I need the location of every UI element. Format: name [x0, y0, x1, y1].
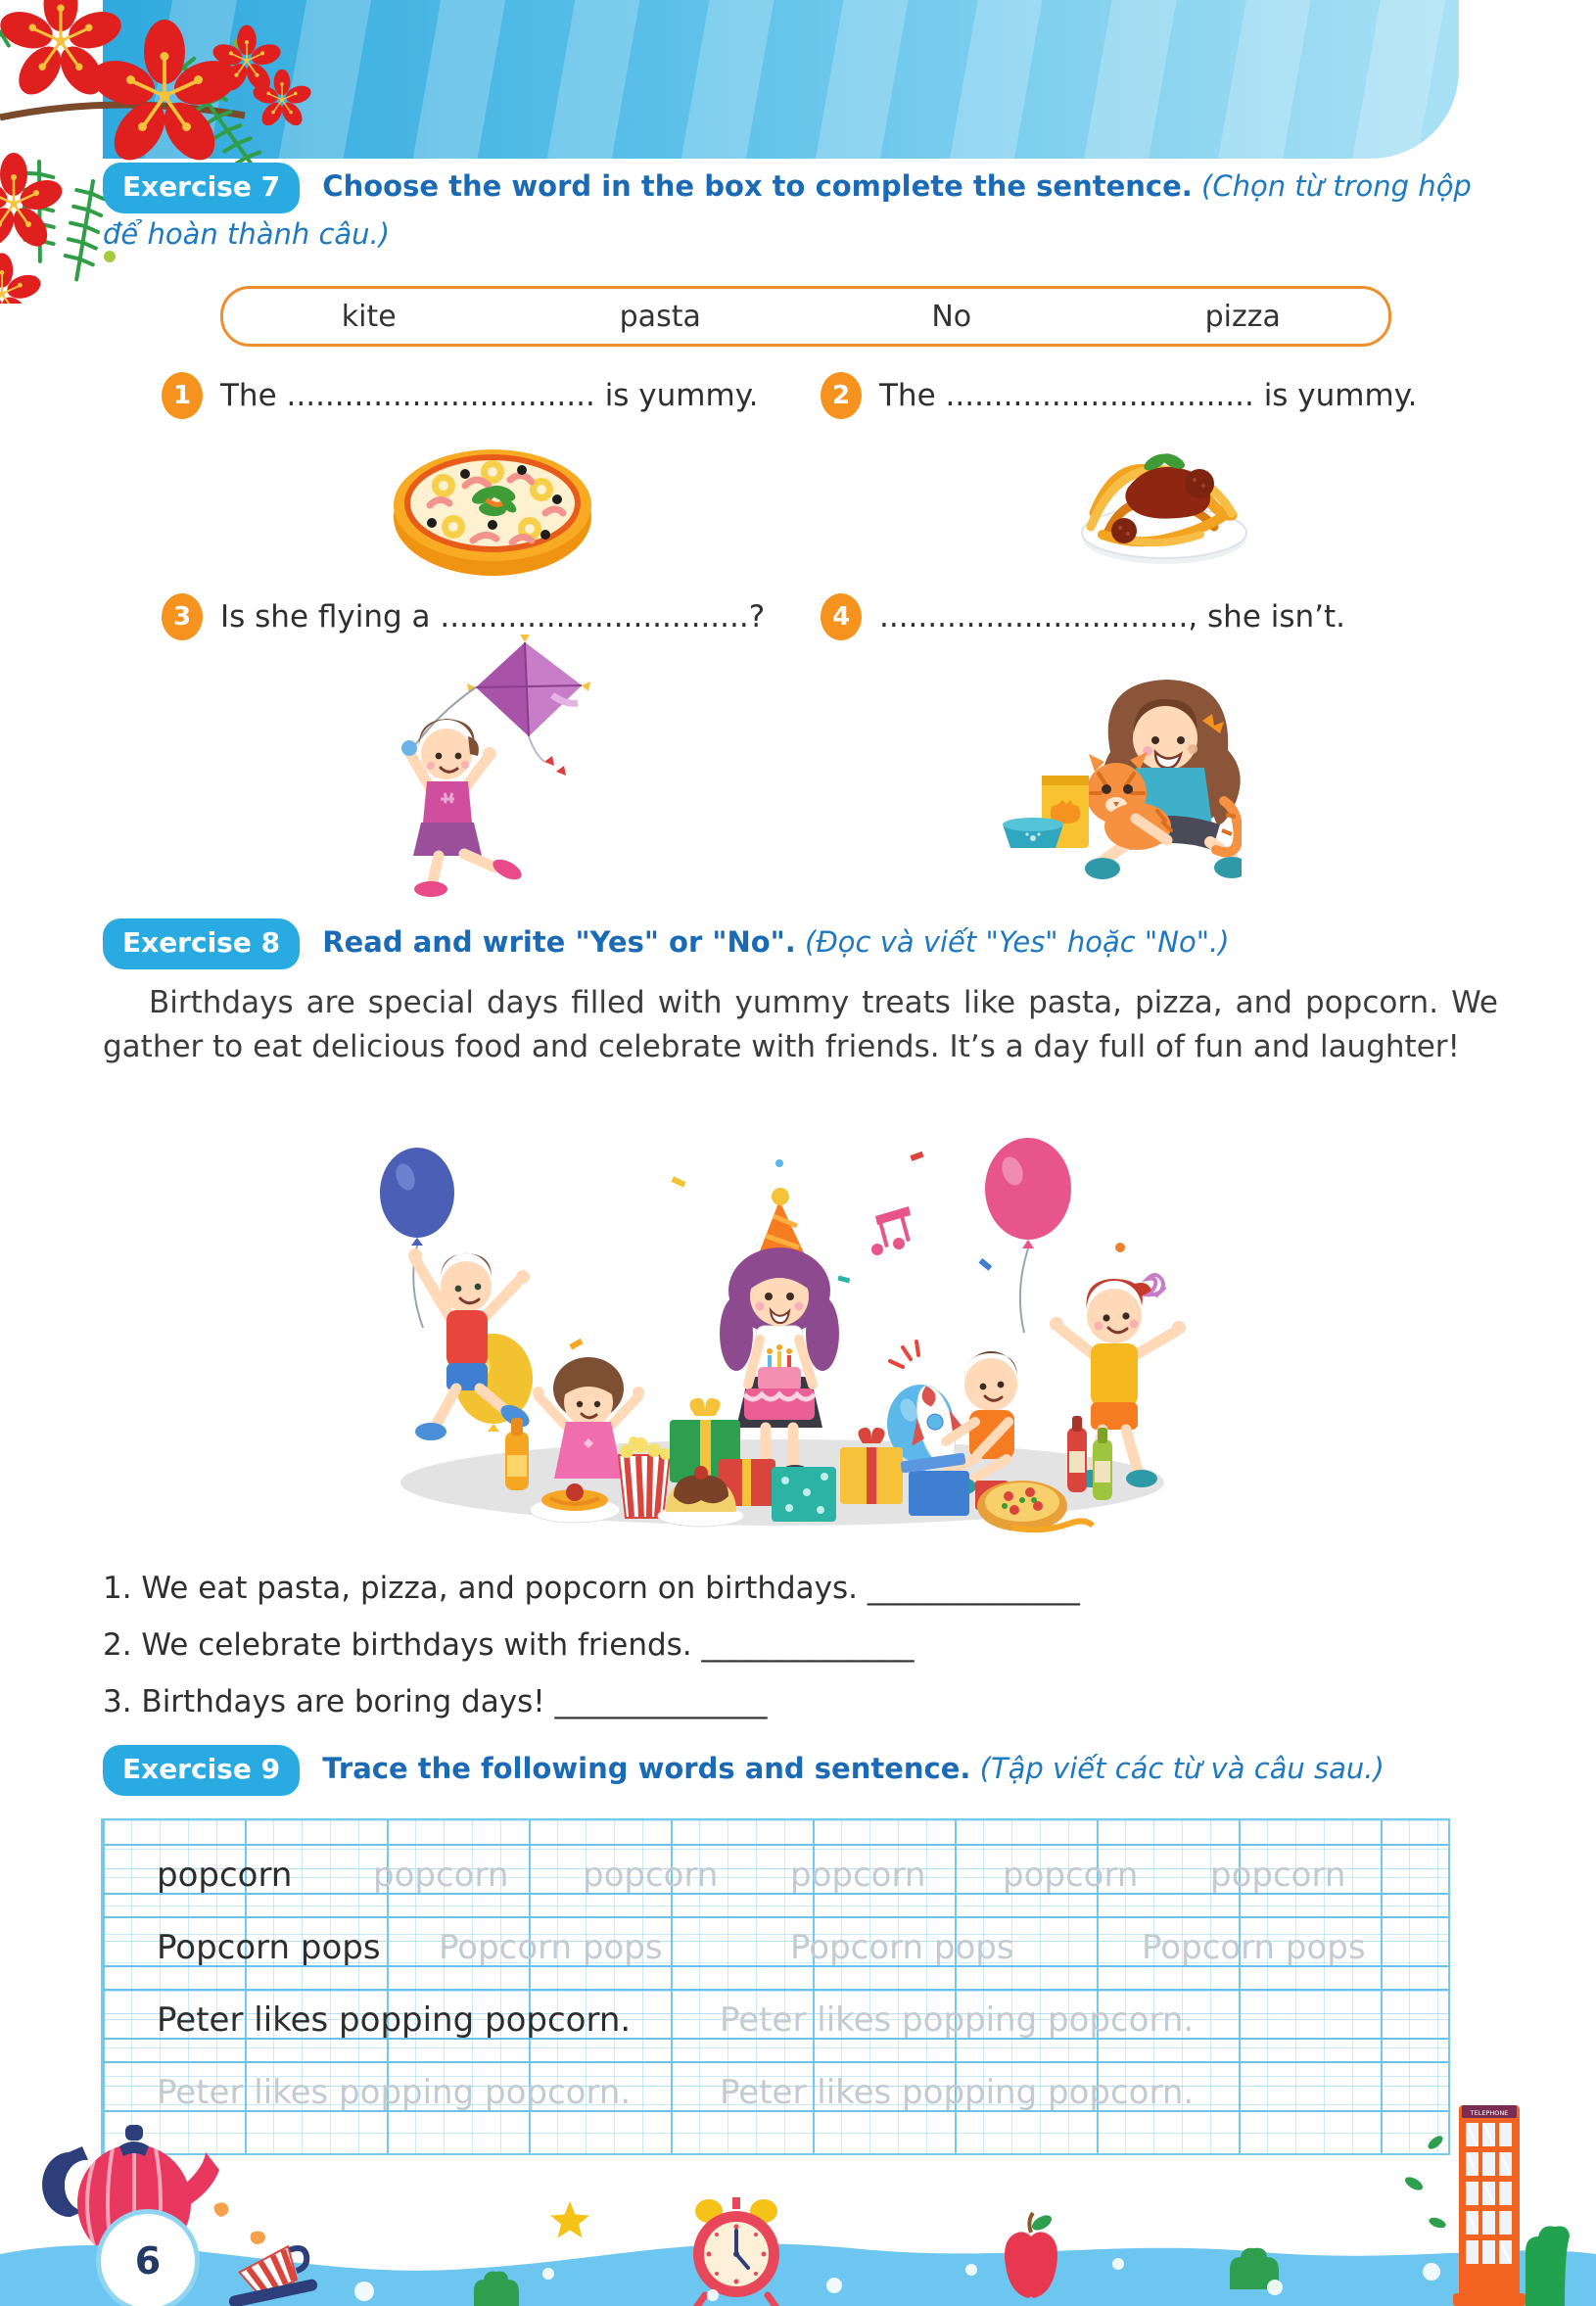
handwriting-grid — [101, 1818, 1450, 2155]
exercise8-subtitle-vi: (Đọc và viết "Yes" hoặc "No".) — [805, 925, 1230, 959]
trace-word-dotted: popcorn — [373, 1856, 509, 1895]
running-girl — [401, 719, 525, 897]
trace-row-3 — [103, 1989, 1448, 2040]
sparkle — [890, 1341, 918, 1367]
trace-sentence-dotted: Peter likes popping popcorn. — [720, 2000, 1195, 2040]
girl-flying-kite-image — [370, 635, 591, 897]
question-3: 3. Birthdays are boring days! ______________ — [103, 1684, 768, 1719]
kids-birthday-party-illustration — [337, 1132, 1230, 1533]
item-number: 3 — [162, 593, 203, 640]
spaghetti-plate-image — [1073, 437, 1255, 568]
exercise9-header — [103, 1745, 1503, 1796]
trace-word-dotted: popcorn — [790, 1856, 926, 1895]
phone-booth-label: TELEPHONE — [1470, 2109, 1509, 2117]
exercise7-item-3 — [162, 593, 765, 640]
exercise7-subtitle-vi: (Chọn từ trong hộp để hoàn thành câu.) — [103, 169, 1472, 251]
exercise7-item-1 — [162, 372, 758, 419]
item-sentence: The ................................ is yummy. — [220, 378, 759, 413]
question-1: 1. We eat pasta, pizza, and popcorn on birthdays. ______________ — [103, 1571, 1080, 1606]
kite-spool — [401, 740, 417, 756]
trace-word-dotted: popcorn — [1003, 1856, 1139, 1895]
trace-row-2 — [103, 1916, 1448, 1967]
item-sentence: Is she flying a ................................? — [220, 599, 766, 635]
trace-sentence-solid: Peter likes popping popcorn. — [157, 2000, 632, 2040]
word-option: pasta — [619, 299, 701, 334]
trace-word-solid: Popcorn pops — [157, 1928, 381, 1967]
word-option: No — [931, 299, 972, 334]
trace-word-dotted: popcorn — [1210, 1856, 1346, 1895]
exercise7-item-4 — [821, 593, 1345, 640]
seafood-pizza-image — [383, 435, 602, 588]
wave-bubbles — [0, 2252, 1596, 2306]
page-number: 6 — [134, 2239, 162, 2282]
word-option: kite — [341, 299, 397, 334]
item-sentence: ................................, she isn’t. — [879, 599, 1346, 635]
exercise9-title: Trace the following words and sentence. — [322, 1752, 971, 1785]
trace-word-dotted: Popcorn pops — [1142, 1928, 1366, 1967]
popcorn-bucket — [619, 1436, 672, 1518]
music-notes — [871, 1206, 911, 1255]
pet-bowl — [1003, 818, 1063, 848]
exercise7-item-2 — [821, 372, 1417, 419]
exercise7-title: Choose the word in the box to complete the sentence. — [322, 169, 1193, 203]
trace-word-solid: popcorn — [157, 1856, 293, 1895]
word-box — [220, 286, 1391, 347]
exercise9-subtitle-vi: (Tập viết các từ và câu sau.) — [979, 1752, 1385, 1785]
item-number: 1 — [162, 372, 203, 419]
balloon-pink — [985, 1138, 1071, 1333]
trace-sentence-dotted: Peter likes popping popcorn. — [720, 2073, 1195, 2112]
exercise9-badge: Exercise 9 — [103, 1745, 300, 1796]
trace-word-dotted: Popcorn pops — [790, 1928, 1014, 1967]
exercise8-badge: Exercise 8 — [103, 918, 300, 969]
flame-flower-decoration — [0, 0, 352, 304]
item-number: 2 — [821, 372, 862, 419]
mini-pizza — [977, 1481, 1067, 1531]
open-box — [900, 1452, 969, 1516]
exercise7-badge: Exercise 7 — [103, 163, 300, 213]
trace-row-1 — [103, 1844, 1448, 1895]
word-option: pizza — [1204, 299, 1281, 334]
reading-passage: Birthdays are special days filled with yummy treats like pasta, pizza, and popcorn. We gather to eat delicious food and celebrate with friends. It’s a day full of fun and laughter! — [103, 985, 1498, 1064]
trace-sentence-dotted: Peter likes popping popcorn. — [157, 2073, 632, 2112]
trace-row-4 — [103, 2061, 1448, 2112]
exercise8-header — [103, 918, 1503, 969]
girl-hugging-cat-image — [1001, 658, 1242, 897]
item-sentence: The ................................ is yummy. — [879, 378, 1418, 413]
page-number-badge — [96, 2209, 200, 2306]
trace-word-dotted: Popcorn pops — [439, 1928, 663, 1967]
exercise8-title: Read and write "Yes" or "No". — [322, 925, 796, 959]
exercise7-header — [103, 163, 1503, 257]
question-2: 2. We celebrate birthdays with friends. ______________ — [103, 1627, 915, 1663]
exercise8-questions — [103, 1560, 1498, 1730]
trace-word-dotted: popcorn — [583, 1856, 719, 1895]
star-icon — [548, 2199, 591, 2242]
item-number: 4 — [821, 593, 862, 640]
